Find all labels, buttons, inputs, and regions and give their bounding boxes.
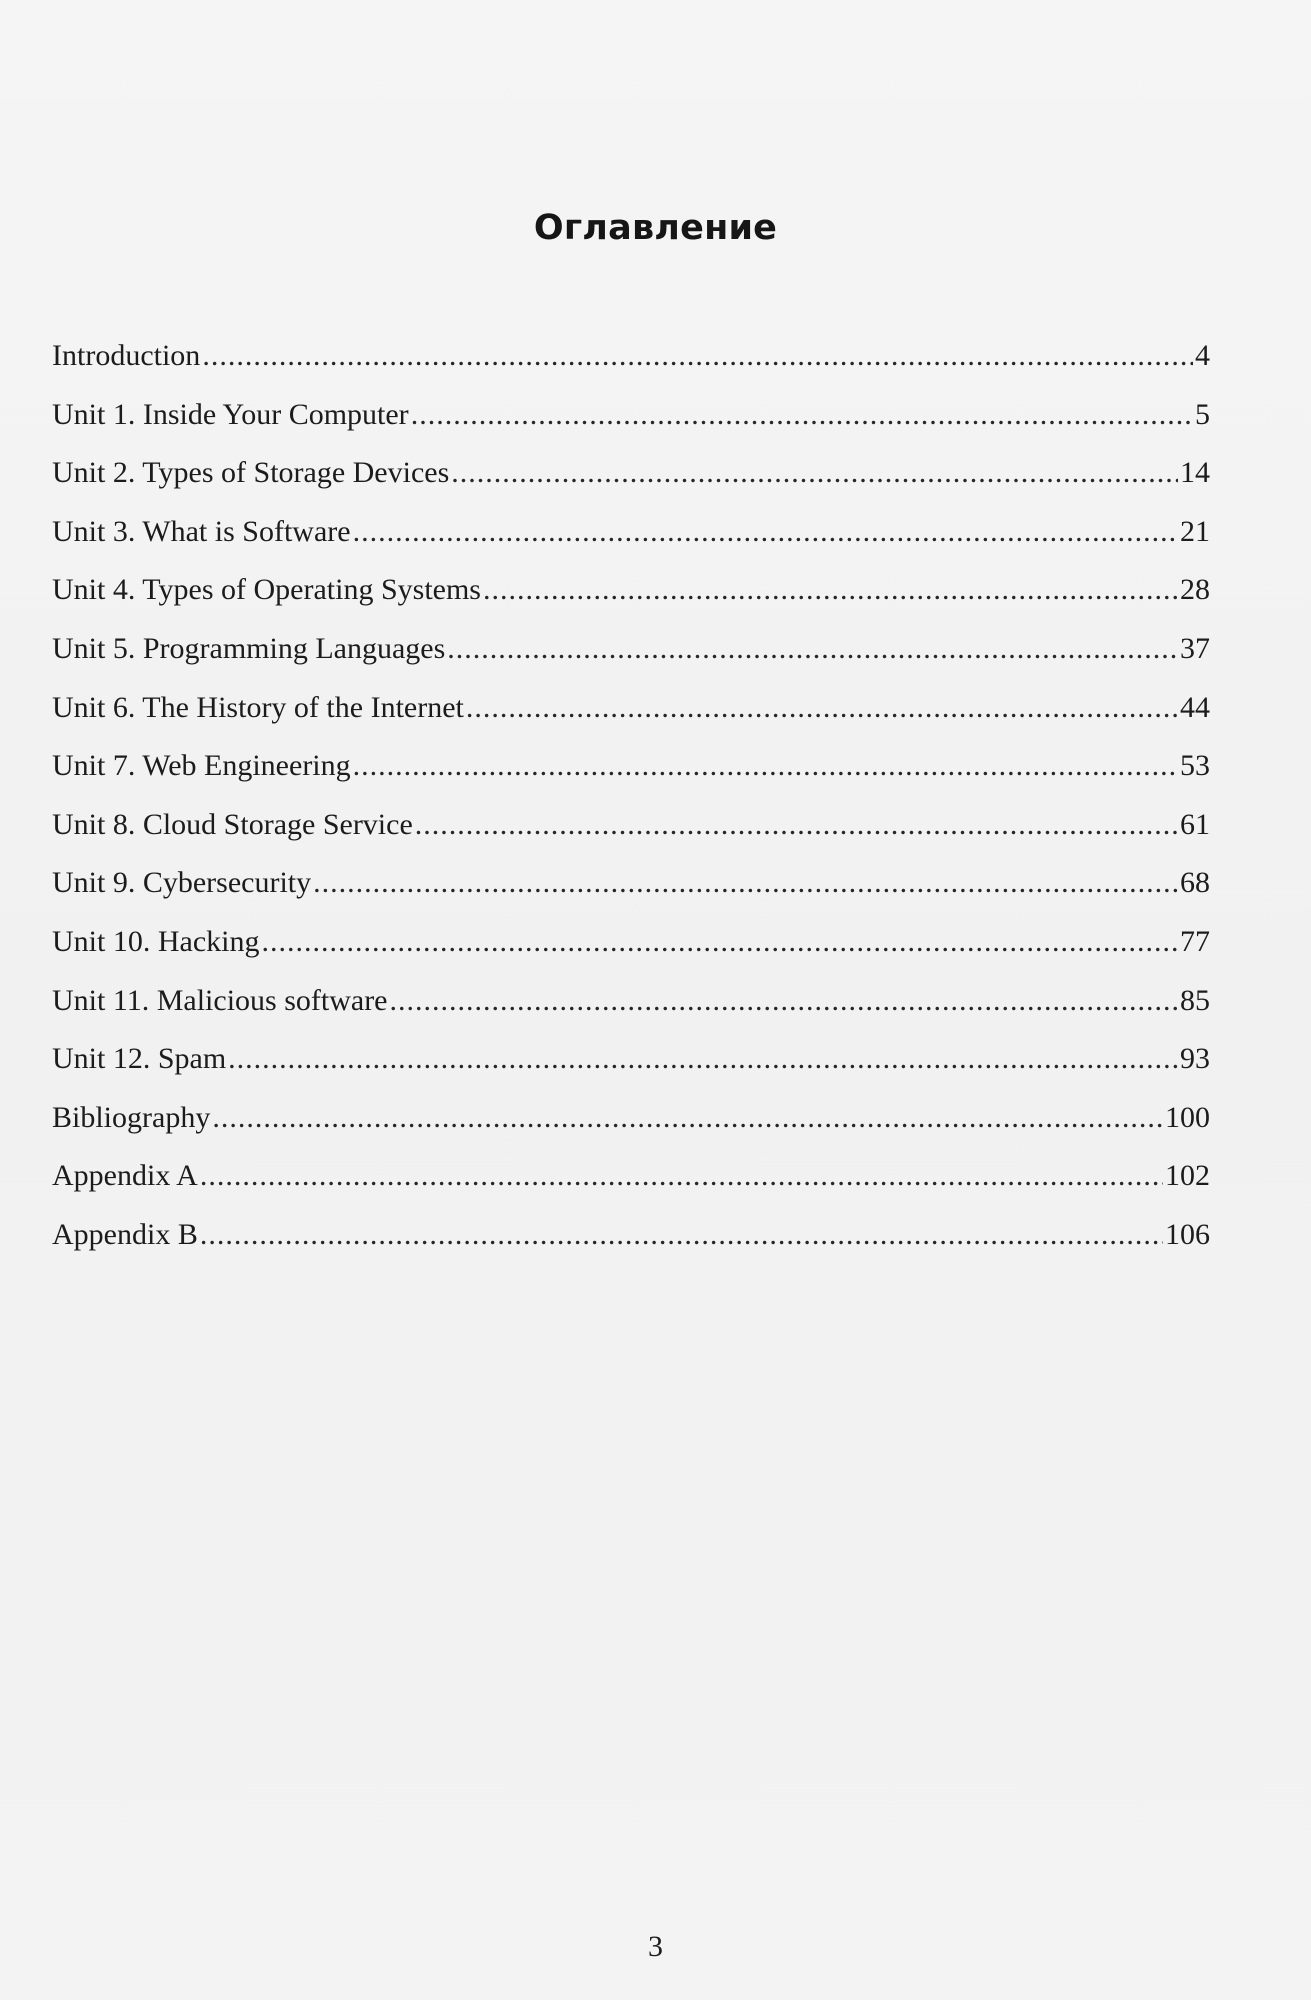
dot-leader bbox=[447, 629, 1178, 669]
toc-entry-page: 68 bbox=[1180, 866, 1210, 900]
toc-entry-title: Unit 8. Cloud Storage Service bbox=[52, 807, 413, 841]
dot-leader bbox=[353, 746, 1178, 786]
toc-entry-page: 28 bbox=[1180, 573, 1210, 607]
toc-entry bbox=[52, 746, 1210, 805]
toc-entry-page: 61 bbox=[1180, 807, 1210, 841]
toc-entry bbox=[52, 1039, 1210, 1098]
toc-entry-page: 102 bbox=[1165, 1159, 1210, 1193]
toc-entry bbox=[52, 922, 1210, 981]
toc-entry-title: Unit 6. The History of the Internet bbox=[52, 690, 464, 724]
dot-leader bbox=[411, 395, 1193, 435]
toc-entry-page: 100 bbox=[1165, 1100, 1210, 1134]
toc-entry-title: Unit 4. Types of Operating Systems bbox=[52, 573, 481, 607]
toc-entry bbox=[52, 805, 1210, 864]
toc-entry-page: 85 bbox=[1180, 983, 1210, 1017]
page-title: Оглавление bbox=[533, 208, 778, 248]
toc-entry-page: 37 bbox=[1180, 631, 1210, 665]
toc-entry-title: Unit 10. Hacking bbox=[52, 924, 260, 958]
toc-entry bbox=[52, 395, 1210, 454]
toc-entry-title: Unit 7. Web Engineering bbox=[52, 749, 351, 783]
toc-entry-page: 4 bbox=[1195, 339, 1210, 372]
dot-leader bbox=[202, 336, 1193, 376]
toc-entry bbox=[52, 688, 1210, 747]
toc-entry-page: 53 bbox=[1180, 749, 1210, 783]
toc-entry-title: Appendix B bbox=[52, 1217, 198, 1251]
dot-leader bbox=[313, 863, 1178, 903]
toc-entry-title: Introduction bbox=[52, 339, 201, 372]
toc-entry-title: Unit 12. Spam bbox=[52, 1042, 227, 1076]
table-of-contents bbox=[52, 336, 1210, 1274]
toc-entry-title: Unit 5. Programming Languages bbox=[52, 631, 446, 665]
toc-entry-page: 14 bbox=[1180, 456, 1210, 490]
toc-entry bbox=[52, 981, 1210, 1040]
toc-entry bbox=[52, 1098, 1210, 1157]
dot-leader bbox=[451, 453, 1178, 493]
toc-entry-title: Unit 3. What is Software bbox=[52, 514, 351, 548]
toc-entry bbox=[52, 453, 1210, 512]
toc-entry-page: 44 bbox=[1180, 690, 1210, 724]
dot-leader bbox=[212, 1098, 1163, 1138]
toc-entry-title: Unit 2. Types of Storage Devices bbox=[52, 456, 450, 490]
dot-leader bbox=[228, 1039, 1178, 1079]
dot-leader bbox=[415, 805, 1178, 845]
toc-entry-page: 21 bbox=[1180, 514, 1210, 548]
dot-leader bbox=[353, 512, 1178, 552]
dot-leader bbox=[466, 688, 1178, 728]
dot-leader bbox=[261, 922, 1178, 962]
toc-entry bbox=[52, 863, 1210, 922]
toc-entry-title: Unit 9. Cybersecurity bbox=[52, 866, 312, 900]
toc-entry-page: 93 bbox=[1180, 1042, 1210, 1076]
toc-entry-page: 5 bbox=[1195, 397, 1210, 431]
toc-entry-title: Appendix A bbox=[52, 1159, 198, 1193]
toc-entry bbox=[52, 1215, 1210, 1274]
dot-leader bbox=[390, 981, 1179, 1021]
toc-entry-page: 106 bbox=[1165, 1217, 1210, 1251]
toc-entry bbox=[52, 570, 1210, 629]
dot-leader bbox=[483, 570, 1178, 610]
toc-entry-title: Bibliography bbox=[52, 1100, 211, 1134]
page-number: 3 bbox=[648, 1930, 663, 1963]
dot-leader bbox=[200, 1156, 1163, 1196]
toc-entry-title: Unit 11. Malicious software bbox=[52, 983, 388, 1017]
dot-leader bbox=[200, 1215, 1163, 1255]
toc-entry-page: 77 bbox=[1180, 924, 1210, 958]
toc-entry bbox=[52, 1156, 1210, 1215]
toc-entry bbox=[52, 336, 1210, 395]
toc-entry bbox=[52, 512, 1210, 571]
toc-entry bbox=[52, 629, 1210, 688]
toc-entry-title: Unit 1. Inside Your Computer bbox=[52, 397, 409, 431]
